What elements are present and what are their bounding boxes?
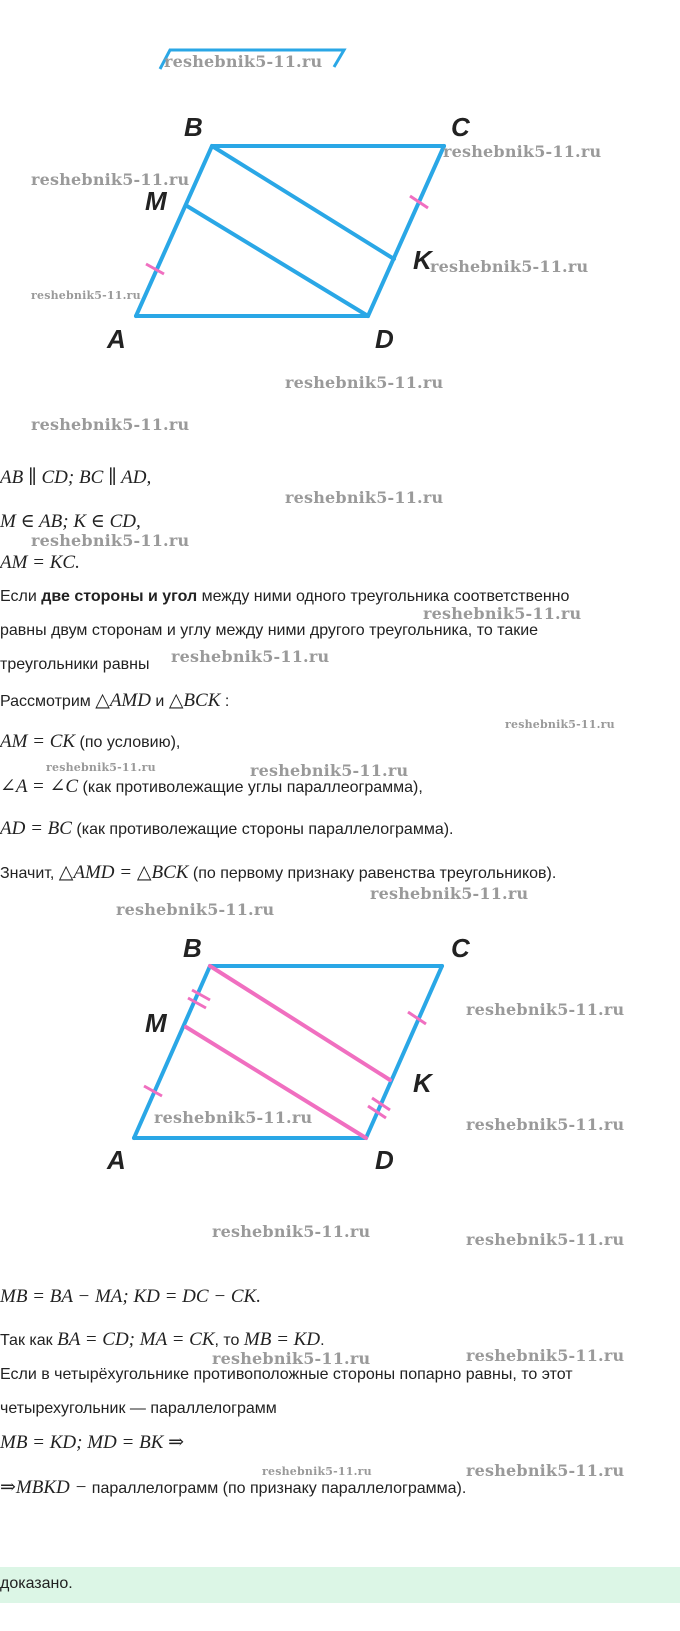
watermark: reshebnik5-11.ru bbox=[46, 761, 156, 774]
vertex-label-d: D bbox=[375, 324, 394, 354]
watermark: reshebnik5-11.ru bbox=[443, 142, 602, 161]
given-line-3: AM = KC. bbox=[0, 552, 80, 573]
final-line-1: MB = KD; MD = BK ⇒ bbox=[0, 1432, 185, 1453]
step-3-math: AD = BC bbox=[0, 818, 72, 839]
given-line-1: AB ∥ CD; BC ∥ AD, bbox=[0, 467, 152, 488]
since-line bbox=[0, 1329, 325, 1351]
step-2-text: (как противолежащие углы параллеограмма), bbox=[78, 779, 423, 796]
watermark: reshebnik5-11.ru bbox=[466, 1346, 625, 1365]
theorem-1-text: между ними одного треугольника соответственно bbox=[197, 588, 570, 605]
vertex-label-m: M bbox=[145, 186, 167, 216]
consider-prefix: Рассмотрим bbox=[0, 693, 96, 710]
theorem-1-bold: две стороны и угол bbox=[41, 588, 198, 605]
theorem-1-text: Если bbox=[0, 588, 42, 605]
since-prefix: Так как bbox=[0, 1332, 58, 1349]
since-suffix: . bbox=[320, 1332, 325, 1349]
step-1-text: (по условию), bbox=[75, 734, 181, 751]
triangle-bck: △BCK bbox=[168, 690, 221, 711]
mb-kd-expression: MB = BA − MA; KD = DC − CK. bbox=[0, 1286, 261, 1307]
triangle-amd: △AMD bbox=[95, 690, 151, 711]
vertex-label-m: M bbox=[145, 1008, 167, 1038]
watermark: reshebnik5-11.ru bbox=[466, 1461, 625, 1480]
consider-suffix: : bbox=[220, 693, 230, 710]
watermark: reshebnik5-11.ru bbox=[423, 604, 582, 623]
final-text: параллелограмм (по признаку параллелограмма). bbox=[87, 1480, 467, 1497]
proof-complete-banner bbox=[0, 1567, 680, 1603]
figure-parallelogram-2 bbox=[0, 920, 680, 1190]
consider-mid: и bbox=[150, 693, 169, 710]
figure-parallelogram-1 bbox=[0, 100, 680, 370]
watermark: reshebnik5-11.ru bbox=[285, 488, 444, 507]
watermark: reshebnik5-11.ru bbox=[31, 531, 190, 550]
step-2 bbox=[0, 775, 423, 798]
vertex-label-k: K bbox=[413, 1068, 432, 1098]
segment-md bbox=[187, 206, 368, 316]
watermark: reshebnik5-11.ru bbox=[505, 718, 615, 731]
theorem-1-line-2: равны двум сторонам и углу между ними другого треугольника, то такие bbox=[0, 622, 539, 639]
proof-complete-text: доказано. bbox=[0, 1575, 73, 1592]
watermark: reshebnik5-11.ru bbox=[466, 1115, 625, 1134]
watermark: reshebnik5-11.ru bbox=[31, 289, 141, 302]
watermark: reshebnik5-11.ru bbox=[154, 1108, 313, 1127]
step-2-math: ∠A = ∠C bbox=[0, 776, 79, 797]
vertex-label-b: B bbox=[183, 933, 202, 963]
since-mid: , то bbox=[214, 1332, 244, 1349]
conclusion-1 bbox=[0, 861, 556, 884]
segment-bk bbox=[212, 146, 394, 259]
theorem-1-line-3: треугольники равны bbox=[0, 656, 150, 673]
step-3 bbox=[0, 818, 454, 840]
watermark: reshebnik5-11.ru bbox=[250, 761, 409, 780]
vertex-label-c: C bbox=[451, 112, 470, 142]
watermark: reshebnik5-11.ru bbox=[262, 1465, 372, 1478]
watermark: reshebnik5-11.ru bbox=[31, 415, 190, 434]
watermark: reshebnik5-11.ru bbox=[116, 900, 275, 919]
segment-bk bbox=[210, 966, 390, 1080]
theorem-2-line-2: четырехугольник — параллелограмм bbox=[0, 1400, 277, 1417]
vertex-label-d: D bbox=[375, 1145, 394, 1175]
watermark: reshebnik5-11.ru bbox=[164, 52, 323, 71]
vertex-label-b: B bbox=[184, 112, 203, 142]
theorem-2-line-1: Если в четырёхугольнике противоположные стороны попарно равны, то этот bbox=[0, 1366, 573, 1383]
conclusion-1-math: △AMD = △BCK bbox=[58, 862, 189, 883]
given-line-2: M ∈ AB; K ∈ CD, bbox=[0, 511, 141, 532]
vertex-label-k: K bbox=[413, 245, 432, 275]
watermark: reshebnik5-11.ru bbox=[212, 1222, 371, 1241]
step-1 bbox=[0, 731, 180, 753]
watermark: reshebnik5-11.ru bbox=[212, 1349, 371, 1368]
watermark: reshebnik5-11.ru bbox=[370, 884, 529, 903]
consider-line bbox=[0, 689, 229, 712]
vertex-label-a: A bbox=[107, 1145, 126, 1175]
vertex-label-a: A bbox=[107, 324, 126, 354]
final-math-2: ⇒MBKD − bbox=[0, 1477, 88, 1498]
watermark: reshebnik5-11.ru bbox=[285, 373, 444, 392]
since-math-2: MB = KD bbox=[243, 1329, 321, 1350]
watermark: reshebnik5-11.ru bbox=[466, 1230, 625, 1249]
conclusion-1-prefix: Значит, bbox=[0, 865, 59, 882]
watermark: reshebnik5-11.ru bbox=[31, 170, 190, 189]
watermark: reshebnik5-11.ru bbox=[466, 1000, 625, 1019]
final-line-2 bbox=[0, 1476, 466, 1499]
conclusion-1-text: (по первому признаку равенства треугольников). bbox=[188, 865, 557, 882]
watermark: reshebnik5-11.ru bbox=[430, 257, 589, 276]
since-math-1: BA = CD; MA = CK bbox=[57, 1329, 215, 1350]
watermark: reshebnik5-11.ru bbox=[171, 647, 330, 666]
step-3-text: (как противолежащие стороны параллелограмма). bbox=[71, 821, 454, 838]
vertex-label-c: C bbox=[451, 933, 470, 963]
step-1-math: AM = CK bbox=[0, 731, 76, 752]
side-cd bbox=[368, 146, 444, 316]
